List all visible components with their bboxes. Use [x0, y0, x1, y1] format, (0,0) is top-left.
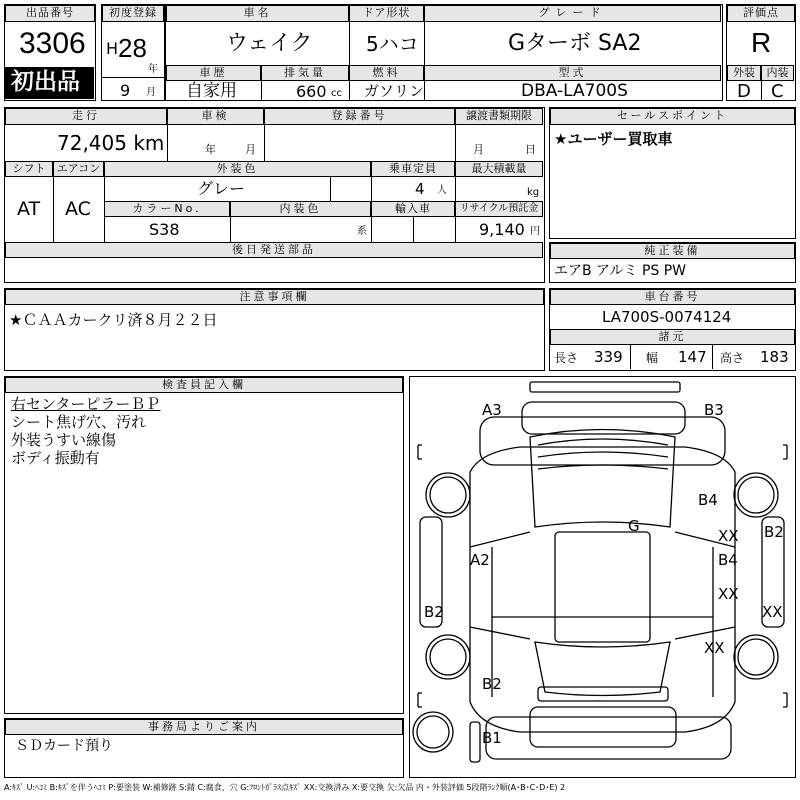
capacity: 4: [415, 180, 425, 198]
chassis-box: [549, 288, 796, 371]
shift: AT: [17, 198, 41, 220]
inspector-line-4: ボディ振動有: [11, 449, 100, 467]
legend: A:ｷｽﾞ U:ﾍｺﾐ B:ｷｽﾞを伴うﾍｺﾐ P:要塗装 W:補修跡 S:錆 C:腐食、穴 G:ﾌﾛﾝﾄｶﾞﾗｽ点ｷｽﾞ XX:交換済み X:要交換 欠:欠品 内・外装評価 5段階ﾗﾝｸ順(A･B･C･D･E) 2: [4, 783, 566, 792]
door-shape: 5ハコ: [366, 32, 419, 56]
caution-box: [4, 288, 545, 371]
color-no: S38: [149, 220, 180, 239]
length-label: 長さ: [554, 351, 579, 365]
color: グレー: [197, 179, 246, 198]
mark-xx-2: XX: [718, 585, 739, 603]
car-name-label: 車名: [166, 5, 349, 22]
grade: Gターボ SA2: [508, 31, 642, 56]
caution-text: ★ＣＡＡカークリ済８月２２日: [9, 311, 218, 329]
transfer-label: 譲渡書類期限: [455, 108, 543, 125]
displacement: 660: [296, 82, 327, 101]
interior-label: 内装: [761, 65, 794, 81]
displacement-unit: cc: [331, 88, 342, 99]
sales-point-box: [549, 107, 796, 239]
mark-b3: B3: [704, 401, 724, 419]
lot-no: 3306: [19, 27, 86, 60]
equipment-label: 純正装備: [550, 243, 795, 259]
mark-b4-top: B4: [698, 491, 718, 509]
inspector-line-2: シート焦げ穴、汚れ: [11, 413, 147, 431]
color-label: 外装色: [104, 161, 371, 177]
load-label: 最大積載量: [455, 161, 543, 177]
car-diagram: [409, 376, 796, 778]
ac: AC: [65, 198, 91, 220]
sales-point-label: セールスポイント: [550, 108, 795, 125]
score-label: 評価点: [727, 5, 795, 22]
recycle-amount: 9,140: [479, 220, 525, 239]
interior-color-label: 内装色: [230, 201, 371, 217]
mark-b4-mid: B4: [718, 551, 738, 569]
fuel: ガソリン: [364, 82, 425, 100]
shift-label: シフト: [5, 161, 53, 177]
mark-xx-4: XX: [704, 639, 725, 657]
inspection-label: 車検: [167, 108, 264, 125]
car-outline: [410, 377, 795, 777]
transfer-day-unit: 日: [525, 143, 536, 156]
lot-no-label: 出品番号: [5, 5, 95, 22]
mark-a2: A2: [470, 551, 490, 569]
first-reg-label: 初度登録: [102, 5, 164, 22]
office-label: 事務局よりご案内: [5, 719, 403, 735]
import-label: 輸入車: [371, 201, 455, 217]
later-parts-label: 後日発送部品: [5, 242, 543, 258]
score: R: [751, 27, 772, 58]
reg-month: 9: [120, 81, 131, 100]
recycle-label: リサイクル預託金: [455, 201, 543, 217]
mark-b2-right: B2: [764, 523, 784, 541]
year-unit: 年: [148, 64, 158, 75]
exterior-score: D: [737, 81, 751, 102]
inspector-label: 検査員記入欄: [5, 377, 403, 393]
mark-a3: A3: [482, 401, 502, 419]
inspector-line-1: 右センターピラーＢＰ: [11, 395, 161, 413]
reg-no-label: 登録番号: [264, 108, 455, 125]
width-label: 幅: [646, 351, 659, 365]
details-box: [4, 107, 545, 283]
dims-label: 諸元: [550, 329, 795, 345]
history: 自家用: [186, 81, 237, 101]
mark-xx-1: XX: [718, 527, 739, 545]
equipment: エアB アルミ PS PW: [554, 263, 687, 279]
mark-b2-left: B2: [424, 603, 444, 621]
inspection-month-unit: 月: [245, 143, 256, 156]
model: DBA-LA700S: [521, 81, 628, 101]
office-text: ＳＤカード預り: [15, 738, 113, 754]
load-unit: kg: [527, 187, 540, 198]
caution-label: 注意事項欄: [5, 289, 544, 305]
first-listing-label: 初出品: [11, 69, 80, 95]
capacity-label: 乗車定員: [371, 161, 455, 177]
door-label: ドア形状: [349, 5, 424, 22]
color-no-label: カラーNo.: [104, 201, 230, 217]
inspector-box: [4, 376, 404, 714]
displacement-label: 排気量: [261, 65, 349, 81]
transfer-month-unit: 月: [473, 143, 484, 156]
office-box: [4, 718, 404, 778]
grade-label: グレード: [424, 5, 721, 22]
length: 339: [594, 348, 623, 366]
mileage-label: 走行: [5, 108, 167, 125]
model-label: 型式: [424, 65, 721, 81]
mark-g: G: [628, 517, 640, 535]
sales-point-text: ★ユーザー買取車: [554, 130, 673, 148]
height-label: 高さ: [720, 351, 745, 365]
width: 147: [678, 348, 707, 366]
reg-year: 28: [118, 33, 147, 63]
car-name: ウェイク: [226, 31, 313, 56]
recycle-unit: 円: [530, 226, 540, 237]
vehicle-info-box: [165, 4, 723, 101]
lot-box: [4, 4, 96, 101]
mark-b1: B1: [482, 729, 502, 747]
inspection-year-unit: 年: [205, 143, 216, 156]
capacity-unit: 人: [437, 185, 447, 196]
fuel-label: 燃料: [349, 65, 424, 81]
ac-label: エアコン: [53, 161, 104, 177]
exterior-label: 外装: [727, 65, 761, 81]
chassis-label: 車台番号: [550, 289, 795, 305]
mark-b2-bottom: B2: [482, 675, 502, 693]
history-label: 車歴: [166, 65, 261, 81]
month-unit: 月: [146, 87, 156, 98]
mark-xx-3: XX: [762, 603, 783, 621]
era-mark: H: [106, 39, 119, 58]
mileage: 72,405 km: [57, 131, 165, 155]
first-reg-box: [101, 4, 165, 101]
interior-score: C: [771, 81, 784, 102]
equipment-box: [549, 242, 796, 283]
inspector-line-3: 外装うすい線傷: [11, 431, 117, 449]
interior-color-suffix: 系: [357, 226, 367, 237]
chassis-no: LA700S-0074124: [602, 308, 732, 326]
score-box: [726, 4, 796, 101]
first-listing-badge: [5, 67, 94, 99]
height: 183: [760, 348, 789, 366]
